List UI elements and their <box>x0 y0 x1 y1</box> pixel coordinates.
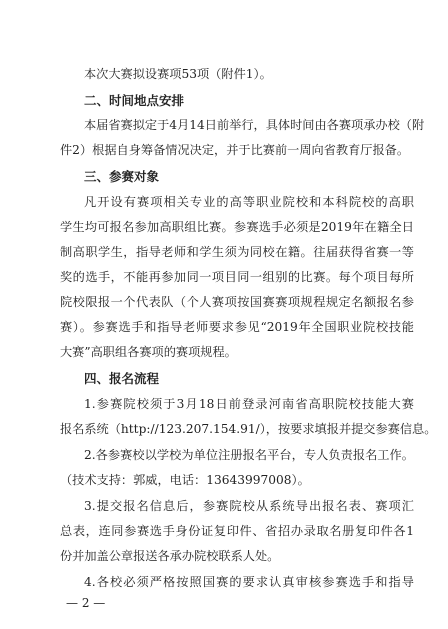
paragraph-line: 1.参赛院校须于3月18日前登录河南省高职院校技能大赛 <box>84 397 414 411</box>
paragraph-line: 报名系统（http://123.207.154.91/），按要求填报并提交参赛信息。 <box>60 422 437 436</box>
paragraph-line: 件2）根据自身筹备情况决定，并于比赛前一周向省教育厅报备。 <box>60 143 410 157</box>
section-heading-participants: 三、参赛对象 <box>84 169 160 184</box>
paragraph-line: 制高职学生，指导老师和学生须为同校在籍。往届获得省赛一等 <box>60 245 414 259</box>
paragraph-line: 总表，连同参赛选手身份证复印件、省招办录取名册复印件各1 <box>60 524 414 538</box>
paragraph-line: 凡开设有赛项相关专业的高等职业院校和本科院校的高职 <box>84 195 414 209</box>
paragraph-line: 学生均可报名参加高职组比赛。参赛选手必须是2019年在籍全日 <box>60 220 414 234</box>
paragraph-line: （技术支持：郭威，电话：13643997008）。 <box>60 473 310 487</box>
paragraph-line: 本次大赛拟设赛项53项（附件1）。 <box>84 67 272 81</box>
paragraph-line: 4.各校必须严格按照国赛的要求认真审核参赛选手和指导 <box>84 575 414 589</box>
page-number: — 2 — <box>66 596 106 610</box>
paragraph-line: 院校限报一个代表队（个人赛项按国赛赛项规程规定名额报名参 <box>60 295 414 309</box>
paragraph-line: 大赛”高职组各赛项的赛项规程。 <box>60 345 237 359</box>
paragraph-line: 2.各参赛校以学校为单位注册报名平台，专人负责报名工作。 <box>84 448 414 462</box>
paragraph-line: 份并加盖公章报送各承办院校联系人处。 <box>60 549 280 563</box>
paragraph-line: 奖的选手，不能再参加同一项目同一组别的比赛。每个项目每所 <box>60 270 414 284</box>
paragraph-line: 赛）。参赛选手和指导老师要求参见“2019年全国职业院校技能 <box>60 320 414 334</box>
section-heading-time-place: 二、时间地点安排 <box>84 93 185 108</box>
paragraph-line: 3.提交报名信息后，参赛院校从系统导出报名表、赛项汇 <box>84 499 414 513</box>
section-heading-registration: 四、报名流程 <box>84 371 160 386</box>
paragraph-line: 本届省赛拟定于4月14日前举行，具体时间由各赛项承办校（附 <box>84 118 425 132</box>
